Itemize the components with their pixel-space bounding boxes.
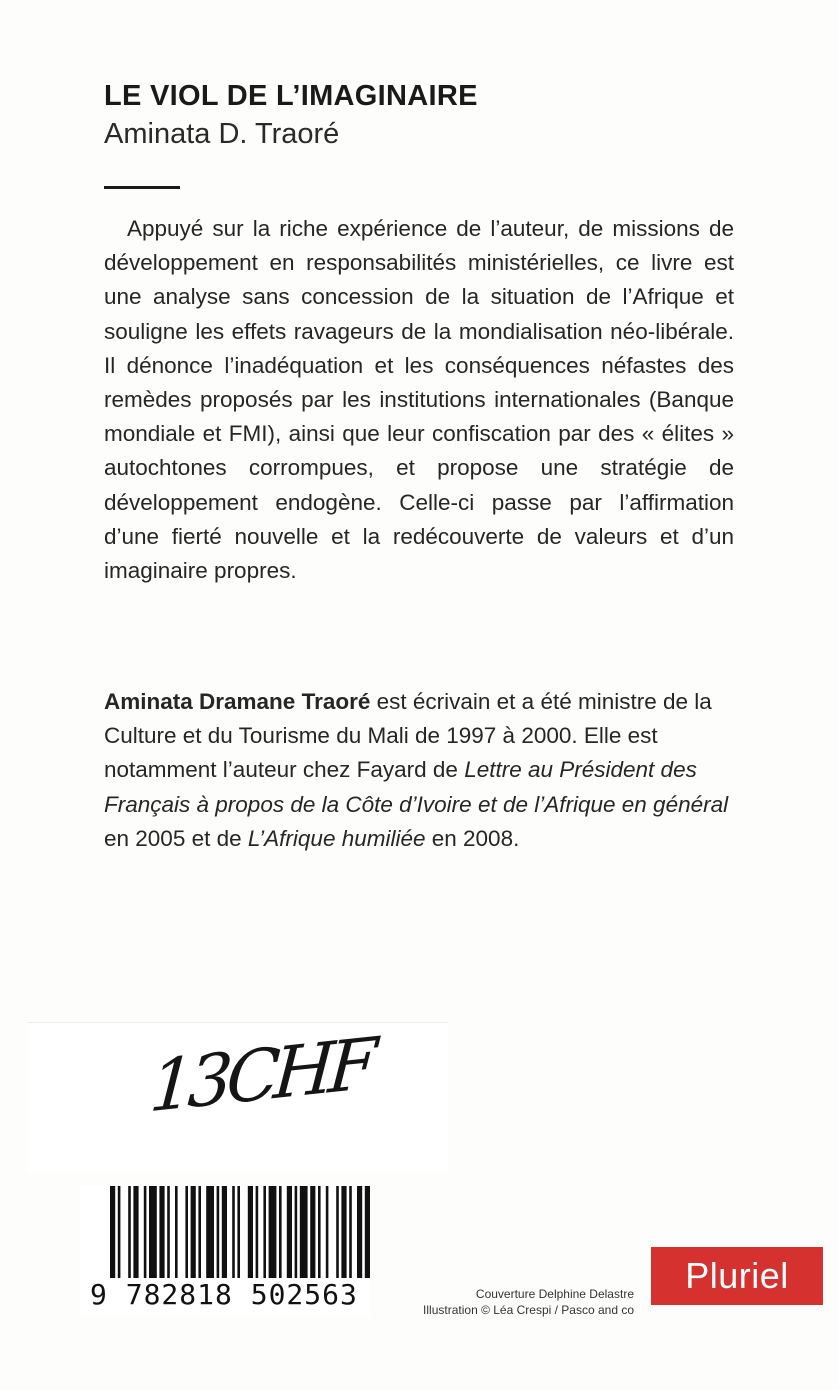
barcode-bar	[232, 1186, 235, 1278]
barcode-bar	[310, 1186, 315, 1278]
handwritten-price: 13CHF	[147, 1022, 374, 1129]
barcode-bar	[341, 1186, 346, 1278]
barcode-bar	[336, 1186, 339, 1278]
barcode-bar	[206, 1186, 214, 1278]
barcode-bar	[256, 1186, 259, 1278]
author-bio	[104, 685, 734, 856]
barcode-bar	[185, 1186, 188, 1278]
author-bio-text-1: est écrivain et a été ministre de la Culture et du Tourisme du Mali de 1997 à 2000. Elle est notamment l’auteur chez Fayard de	[104, 689, 712, 783]
author-bio-name: Aminata Dramane Traoré	[104, 689, 371, 714]
barcode-bar	[365, 1186, 370, 1278]
barcode-bar	[198, 1186, 201, 1278]
author-bio-text-2: en 2005 et de	[104, 825, 248, 851]
barcode-bar	[159, 1186, 164, 1278]
author-bio-text-3: en 2008.	[425, 825, 520, 851]
book-title: LE VIOL DE L’IMAGINAIRE	[104, 80, 478, 112]
barcode-bar	[144, 1186, 147, 1278]
barcode-bar	[248, 1186, 253, 1278]
barcode-bar	[279, 1186, 282, 1278]
cover-designer-credit: Couverture Delphine Delastre	[475, 1287, 634, 1301]
author-bio-work-1: Lettre au Président des Français à propos de la Côte d’Ivoire et de l’Afrique en général	[104, 757, 729, 817]
barcode-bar	[217, 1186, 220, 1278]
barcode-bar	[295, 1186, 298, 1278]
barcode-bar	[167, 1186, 170, 1278]
barcode-bar	[349, 1186, 352, 1278]
book-summary: Appuyé sur la riche expérience de l’auteur, de missions de développement en responsabilités ministérielles, ce livre est une analyse sans concession de la situation de l’Afrique et souligne les effets ravageurs de la mondialisation néo-libérale. Il dénonce l’inadéquation et les conséquences néfastes des remèdes proposés par les institutions internationales (Banque mondiale et FMI), ainsi que leur confiscation par des « élites » autochtones corrompues, et propose une stratégie de développement endogène. Celle-ci passe par l’affirmation d’une fierté nouvelle et la redécouverte de valeurs et d’un imaginaire propres.	[104, 216, 734, 584]
barcode-bar	[128, 1186, 131, 1278]
book-author: Aminata D. Traoré	[104, 118, 340, 150]
barcode-bar	[300, 1186, 308, 1278]
publisher-logo: Pluriel	[651, 1247, 823, 1305]
barcode-bar	[357, 1186, 362, 1278]
barcode-bar	[175, 1186, 178, 1278]
barcode-bar	[237, 1186, 240, 1278]
barcode-bar	[287, 1186, 292, 1278]
barcode-bar	[326, 1186, 329, 1278]
isbn-number: 9 782818 502563	[90, 1278, 358, 1311]
barcode-bar	[222, 1186, 227, 1278]
barcode-bar	[191, 1186, 196, 1278]
barcode-bar	[149, 1186, 157, 1278]
barcode-bar	[318, 1186, 321, 1278]
illustration-credit: Illustration © Léa Crespi / Pasco and co	[423, 1303, 634, 1317]
cover-credits	[423, 1286, 634, 1318]
title-divider	[104, 186, 180, 189]
barcode-bar	[133, 1186, 138, 1278]
author-bio-work-2: L’Afrique humiliée	[247, 825, 426, 851]
